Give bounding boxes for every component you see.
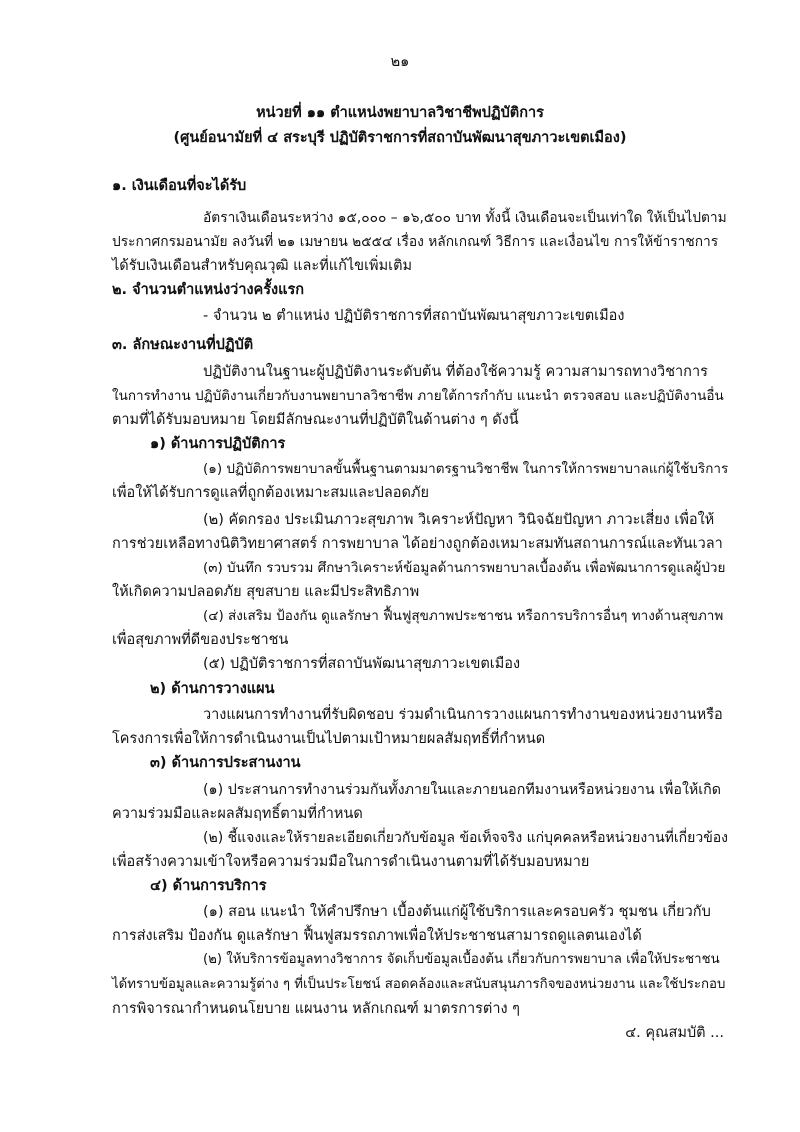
section-3-intro-line: ในการทำงาน ปฏิบัติงานเกี่ยวกับงานพยาบาลวิชาชีพ ภายใต้การกำกับ แนะนำ ตรวจสอบ และปฏิบัติงานอื่น bbox=[112, 388, 724, 404]
subsection-3-item-2-cont: เพื่อสร้างความเข้าใจหรือความร่วมมือในการดำเนินงานตามที่ได้รับมอบหมาย bbox=[112, 854, 590, 870]
subsection-1-item-3-cont: ให้เกิดความปลอดภัย สุขสบาย และมีประสิทธิภาพ bbox=[112, 584, 420, 600]
subsection-1-item-3: (๓) บันทึก รวบรวม ศึกษาวิเคราะห์ข้อมูลด้านการพยาบาลเบื้องต้น เพื่อพัฒนาการดูแลผู้ป่วย bbox=[203, 560, 726, 576]
subsection-1-item-2: (๒) คัดกรอง ประเมินภาวะสุขภาพ วิเคราะห์ปัญหา วินิจฉัยปัญหา ภาวะเสี่ยง เพื่อให้ bbox=[203, 512, 715, 528]
subsection-1-item-1-cont: เพื่อให้ได้รับการดูแลที่ถูกต้องเหมาะสมและปลอดภัย bbox=[112, 485, 429, 501]
subsection-3-item-2: (๒) ชี้แจงและให้รายละเอียดเกี่ยวกับข้อมูล ข้อเท็จจริง แก่บุคคลหรือหน่วยงานที่เกี่ยวข้อง bbox=[203, 830, 729, 846]
subsection-1-item-4: (๔) ส่งเสริม ป้องกัน ดูแลรักษา ฟื้นฟูสุขภาพประชาชน หรือการบริการอื่นๆ ทางด้านสุขภาพ bbox=[203, 608, 724, 624]
subsection-4-item-1: (๑) สอน แนะนำ ให้คำปรึกษา เบื้องต้นแก่ผู้ใช้บริการและครอบครัว ชุมชน เกี่ยวกับ bbox=[203, 904, 711, 920]
title-line-2: (ศูนย์อนามัยที่ ๔ สระบุรี ปฏิบัติราชการที่สถาบันพัฒนาสุขภาวะเขตเมือง) bbox=[173, 130, 627, 146]
subsection-4-item-2-cont: การพิจารณากำหนดนโยบาย แผนงาน หลักเกณฑ์ มาตรการต่าง ๆ bbox=[112, 1001, 520, 1017]
section-3-intro-line: ตามที่ได้รับมอบหมาย โดยมีลักษณะงานที่ปฏิบัติในด้านต่าง ๆ ดังนี้ bbox=[112, 412, 519, 428]
subsection-4-item-1-cont: การส่งเสริม ป้องกัน ดูแลรักษา ฟื้นฟูสมรรถภาพเพื่อให้ประชาชนสามารถดูแลตนเองได้ bbox=[112, 928, 642, 944]
subsection-3-heading: ๓) ด้านการประสานงาน bbox=[150, 755, 301, 771]
section-3-heading: ๓. ลักษณะงานที่ปฏิบัติ bbox=[112, 337, 254, 353]
continuation-note: ๔. คุณสมบัติ ... bbox=[625, 1025, 724, 1041]
subsection-4-item-2-cont: ได้ทราบข้อมูลและความรู้ต่าง ๆ ที่เป็นประโยชน์ สอดคล้องและสนับสนุนภารกิจของหน่วยงาน และใช้ประกอบ bbox=[112, 977, 726, 992]
subsection-1-heading: ๑) ด้านการปฏิบัติการ bbox=[150, 436, 286, 452]
subsection-1-item-5: (๕) ปฏิบัติราชการที่สถาบันพัฒนาสุขภาวะเขตเมือง bbox=[203, 656, 521, 672]
section-1-line: ประกาศกรมอนามัย ลงวันที่ ๒๑ เมษายน ๒๕๕๔ เรื่อง หลักเกณฑ์ วิธีการ และเงื่อนไข การให้ข้าราชการ bbox=[112, 234, 719, 250]
subsection-4-item-2: (๒) ให้บริการข้อมูลทางวิชาการ จัดเก็บข้อมูลเบื้องต้น เกี่ยวกับการพยาบาล เพื่อให้ประชาชน bbox=[203, 952, 720, 967]
section-1-line: อัตราเงินเดือนระหว่าง ๑๕,๐๐๐ – ๑๖,๕๐๐ บาท ทั้งนี้ เงินเดือนจะเป็นเท่าใด ให้เป็นไปตาม bbox=[203, 210, 727, 226]
subsection-2-line: โครงการเพื่อให้การดำเนินงานเป็นไปตามเป้าหมายผลสัมฤทธิ์ที่กำหนด bbox=[112, 731, 546, 747]
page-number: ๒๑ bbox=[390, 54, 410, 70]
section-3-intro-line: ปฏิบัติงานในฐานะผู้ปฏิบัติงานระดับต้น ที่ต้องใช้ความรู้ ความสามารถทางวิชาการ bbox=[203, 364, 708, 380]
section-2-heading: ๒. จำนวนตำแหน่งว่างครั้งแรก bbox=[112, 282, 305, 298]
section-1-heading: ๑. เงินเดือนที่จะได้รับ bbox=[112, 178, 247, 194]
subsection-1-item-4-cont: เพื่อสุขภาพที่ดีของประชาชน bbox=[112, 632, 289, 648]
subsection-1-item-2-cont: การช่วยเหลือทางนิติวิทยาศาสตร์ การพยาบาล ได้อย่างถูกต้องเหมาะสมทันสถานการณ์และทันเวลา bbox=[112, 536, 723, 552]
title-line-1: หน่วยที่ ๑๑ ตำแหน่งพยาบาลวิชาชีพปฏิบัติการ bbox=[256, 105, 544, 121]
subsection-3-item-1: (๑) ประสานการทำงานร่วมกันทั้งภายในและภายนอกทีมงานหรือหน่วยงาน เพื่อให้เกิด bbox=[203, 782, 722, 798]
subsection-2-heading: ๒) ด้านการวางแผน bbox=[150, 681, 275, 697]
subsection-1-item-1: (๑) ปฏิบัติการพยาบาลขั้นพื้นฐานตามมาตรฐานวิชาชีพ ในการให้การพยาบาลแก่ผู้ใช้บริการ bbox=[203, 461, 729, 477]
section-1-line: ได้รับเงินเดือนสำหรับคุณวุฒิ และที่แก้ไขเพิ่มเติม bbox=[112, 258, 413, 274]
subsection-3-item-1-cont: ความร่วมมือและผลสัมฤทธิ์ตามที่กำหนด bbox=[112, 806, 363, 822]
subsection-4-heading: ๔) ด้านการบริการ bbox=[150, 878, 267, 894]
section-2-line: - จำนวน ๒ ตำแหน่ง ปฏิบัติราชการที่สถาบันพัฒนาสุขภาวะเขตเมือง bbox=[203, 308, 625, 324]
subsection-2-line: วางแผนการทำงานที่รับผิดชอบ ร่วมดำเนินการวางแผนการทำงานของหน่วยงานหรือ bbox=[203, 707, 723, 723]
